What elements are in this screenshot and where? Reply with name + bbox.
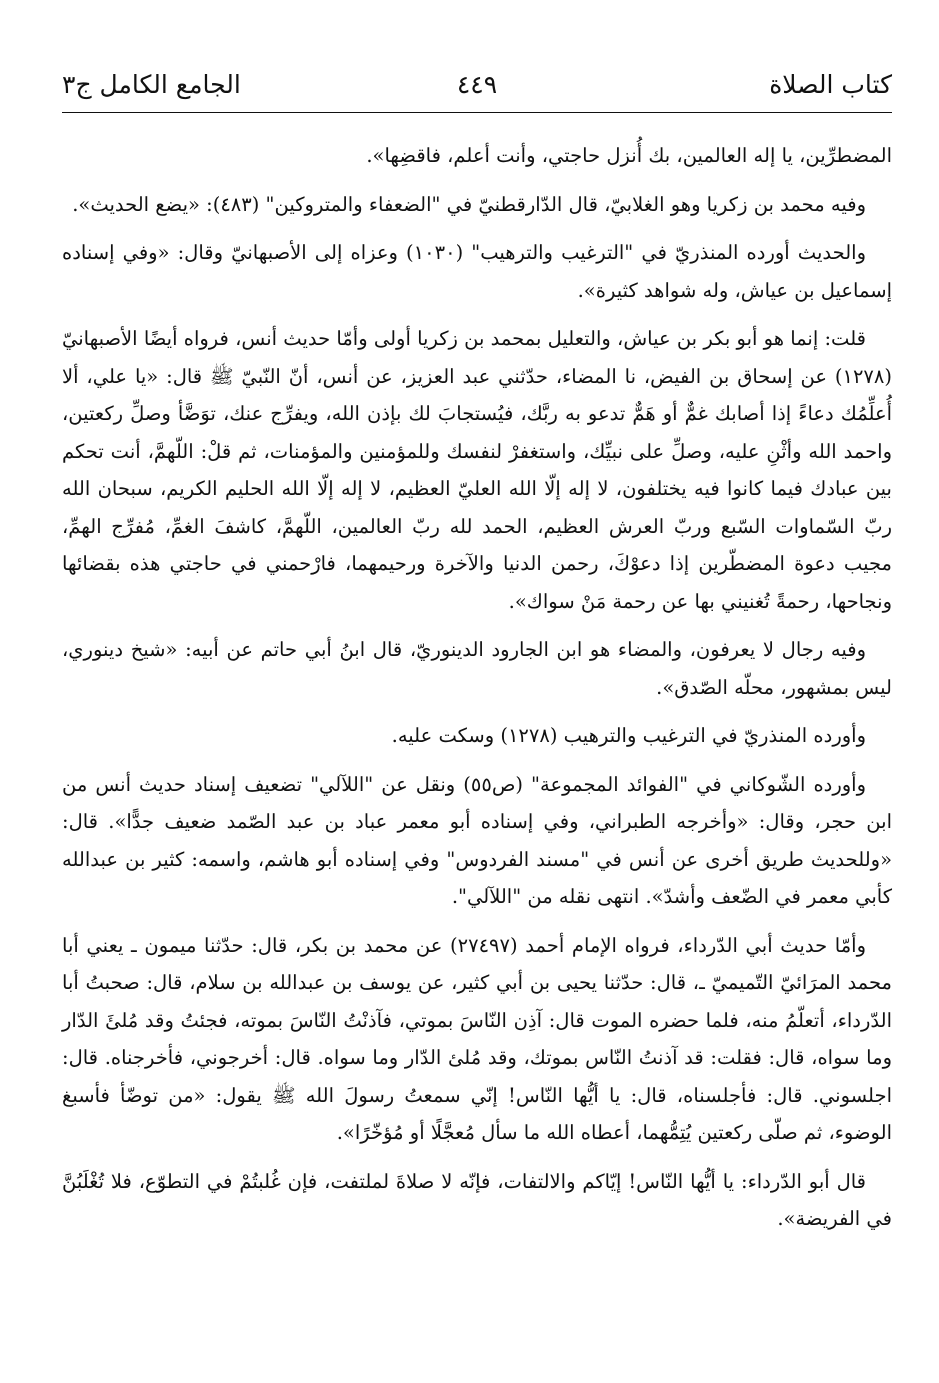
- page-number: ٤٤٩: [456, 70, 498, 99]
- paragraph: وفيه رجال لا يعرفون، والمضاء هو ابن الجارود الدينوريّ، قال ابنُ أبي حاتم عن أبيه: «شيخ دينوري، ليس بمشهور، محلّه الصّدق».: [62, 638, 892, 699]
- book-title: الجامع الكامل ج٣: [62, 70, 241, 99]
- paragraph: قلت: إنما هو أبو بكر بن عياش، والتعليل بمحمد بن زكريا أولى وأمّا حديث أنس، فرواه أيضًا الأصبهانيّ (١٢٧٨) عن إسحاق بن الفيض، نا المضاء، حدّثني عبد العزيز، عن أنس، أنّ النّبيّ ﷺ قال: «يا علي، ألا أُعلِّمُك دعاءً إذا أصابك غمٌّ أو هَمٌّ تدعو به ربَّك، فيُستجابَ لك بإذن الله، ويفرِّج عنك، توَضَّأ وصلِّ ركعتين، واحمد الله وأثْنِ عليه، وصلِّ على نبيِّك، واستغفرْ لنفسك وللمؤمنين والمؤمنات، ثم قلْ: اللّهمَّ، أنت تحكم بين عبادك فيما كانوا فيه يختلفون، لا إله إلّا الله العليّ العظيم، لا إله إلّا الله الحليم الكريم، سبحان الله ربّ السّماوات السّبع وربّ العرش العظيم، الحمد لله ربّ العالمين، اللّهمَّ، كاشفَ الغمِّ، مُفرِّج الهمِّ، مجيب دعوة المضطّرين إذا دعوْكَ، رحمن الدنيا والآخرة ورحيمهما، فارْحمني في حاجتي هذه بقضائها ونجاحها، رحمةً تُغنيني بها عن رحمة مَنْ سواك».: [62, 327, 892, 613]
- paragraph: قال أبو الدّرداء: يا أيُّها النّاس! إيّاكم والالتفات، فإنّه لا صلاةَ لملتفت، فإن غُلبتُمْ في التطوّع، فلا تُغْلَبُنَّ في الفريضة».: [62, 1169, 892, 1230]
- paragraph-continuation: المضطرِّين، يا إله العالمين، بك أُنزل حاجتي، وأنت أعلم، فاقضِها».: [366, 144, 892, 167]
- running-header: [62, 70, 892, 110]
- chapter-title: كتاب الصلاة: [769, 70, 892, 99]
- paragraph: وأمّا حديث أبي الدّرداء، فرواه الإمام أحمد (٢٧٤٩٧) عن محمد بن بكر، قال: حدّثنا ميمون ـ يعني أبا محمد المرَائيّ التّميميّ ـ، قال: حدّثنا يحيى بن أبي كثير، عن يوسف بن عبدالله بن سلام، قال: صحبتُ أبا الدّرداء، أتعلّمُ منه، فلما حضره الموت قال: آذِن النّاسَ بموتي، فآذنْتُ النّاسَ بموته، فجئتُ وقد مُلئَ الدّار وما سواه، قال: فقلت: قد آذنتُ النّاس بموتك، وقد مُلئ الدّار وما سواه. قال: أخرجوني، فأخرجناه. قال: اجلسوني. قال: فأجلسناه، قال: يا أيُّها النّاس! إنّي سمعتُ رسولَ الله ﷺ يقول: «من توضّأ فأسبغ الوضوء، ثم صلّى ركعتين يُتِمُّهما، أعطاه الله ما سأل مُعجَّلًا أو مُؤخّرًا».: [62, 933, 892, 1144]
- paragraph: والحديث أورده المنذريّ في "الترغيب والترهيب" (١٠٣٠) وعزاه إلى الأصبهانيّ وقال: «وفي إسناده إسماعيل بن عياش، وله شواهد كثيرة».: [62, 241, 892, 302]
- book-page: [62, 70, 892, 1249]
- paragraph: وأورده الشّوكاني في "الفوائد المجموعة" (ص٥٥) ونقل عن "اللآلي" تضعيف إسناد حديث أنس من ابن حجر، وقال: «وأخرجه الطبراني، وفي إسناده أبو معمر عباد بن عبد الصّمد ضعيف جدًّا». قال: «وللحديث طريق أخرى عن أنس في "مسند الفردوس" وفي إسناده أبو هاشم، واسمه: كثير بن عبدالله كأبي معمر في الضّعف وأشدّ». انتهى نقله من "اللآلي".: [62, 772, 892, 908]
- paragraph: وأورده المنذريّ في الترغيب والترهيب (١٢٧٨) وسكت عليه.: [391, 724, 866, 747]
- paragraph: وفيه محمد بن زكريا وهو الغلابيّ، قال الدّارقطنيّ في "الضعفاء والمتروكين" (٤٨٣): «يضع الحديث».: [72, 192, 866, 216]
- header-rule: [62, 112, 892, 113]
